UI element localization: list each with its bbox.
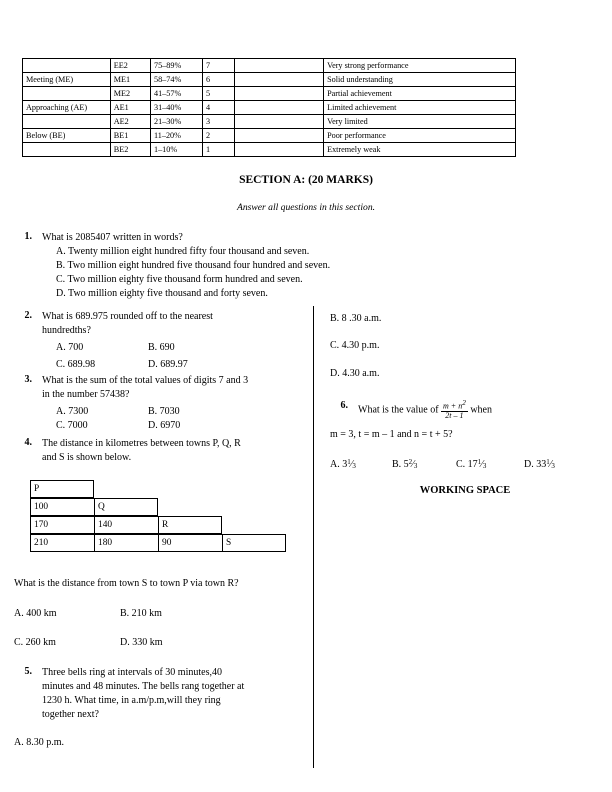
q1-text: What is 2085407 written in words? (42, 232, 183, 243)
q3-option-b[interactable]: B. 7030 (148, 406, 180, 417)
q2-option-a[interactable]: A. 700 (56, 342, 84, 353)
rubric-descriptor: Limited achievement (324, 101, 516, 115)
rubric-range: 11–20% (150, 129, 202, 143)
table-row (23, 73, 516, 87)
table-row (23, 101, 516, 115)
rubric-level: Below (BE) (23, 129, 111, 143)
q2-option-b[interactable]: B. 690 (148, 342, 175, 353)
q5-text-line2: minutes and 48 minutes. The bells rang together at (42, 681, 245, 692)
rubric-score: 6 (203, 73, 235, 87)
q5-option-d[interactable]: D. 4.30 a.m. (330, 368, 380, 379)
q6-text-before: What is the value of (358, 404, 439, 416)
rubric-level (23, 115, 111, 129)
q3-text-line1: What is the sum of the total values of digits 7 and 3 (42, 375, 249, 386)
rubric-blank (234, 101, 323, 115)
q5-option-a[interactable]: A. 8.30 p.m. (14, 737, 64, 748)
rubric-code: AE2 (110, 115, 150, 129)
q6-option-b[interactable]: B. $5^2⁄_3$ (392, 458, 418, 471)
rubric-code: ME1 (110, 73, 150, 87)
q3-option-c[interactable]: C. 7000 (56, 420, 88, 431)
rubric-score: 1 (203, 143, 235, 157)
q6-fraction-denominator: 2t – 1 (445, 411, 464, 421)
rubric-descriptor: Solid understanding (324, 73, 516, 87)
diagram-cell-170: 170 (34, 520, 49, 530)
rubric-score: 3 (203, 115, 235, 129)
rubric-level: Approaching (AE) (23, 101, 111, 115)
table-row (23, 87, 516, 101)
q4-option-a[interactable]: A. 400 km (14, 608, 57, 619)
rubric-descriptor: Very strong performance (324, 59, 516, 73)
q5-text-line4: together next? (42, 709, 99, 720)
diagram-cell-210: 210 (34, 538, 49, 548)
rubric-blank (234, 143, 323, 157)
rubric-score: 4 (203, 101, 235, 115)
q5-option-c[interactable]: C. 4.30 p.m. (330, 340, 380, 351)
rubric-blank (234, 129, 323, 143)
working-space-heading: WORKING SPACE (419, 485, 511, 496)
q3-text-line2: in the number 57438? (42, 389, 130, 400)
q6-fraction (441, 400, 468, 420)
rubric-blank (234, 87, 323, 101)
rubric-code: BE2 (110, 143, 150, 157)
q2-number: 2. (24, 310, 32, 321)
q1-option-b[interactable]: B. Two million eight hundred five thousand four hundred and seven. (56, 260, 331, 271)
q6-option-c[interactable]: C. $17^1⁄_3$ (456, 458, 487, 471)
q6-condition: m = 3, t = m – 1 and n = t + 5? (330, 429, 453, 440)
rubric-range: 31–40% (150, 101, 202, 115)
section-instruction: Answer all questions in this section. (236, 202, 376, 213)
q3-option-d[interactable]: D. 6970 (148, 420, 181, 431)
q2-text-line1: What is 689.975 rounded off to the nearest (42, 311, 213, 322)
diagram-cell-140: 140 (98, 520, 113, 530)
rubric-blank (234, 59, 323, 73)
rubric-blank (234, 115, 323, 129)
rubric-level (23, 59, 111, 73)
q6-text-after: when (470, 404, 492, 416)
diagram-cell-100: 100 (34, 502, 49, 512)
rubric-descriptor: Very limited (324, 115, 516, 129)
rubric-code: EE2 (110, 59, 150, 73)
diagram-cell-90: 90 (162, 538, 172, 548)
q6-option-d[interactable]: D. $33^1⁄_3$ (524, 458, 555, 471)
diagram-label-s: S (226, 538, 232, 548)
q1-option-c[interactable]: C. Two million eighty five thousand form hundred and seven. (56, 274, 303, 285)
diagram-cell-180: 180 (98, 538, 113, 548)
q6-number: 6. (340, 400, 348, 411)
diagram-label-q: Q (98, 502, 105, 512)
q4-text-line2: and S is shown below. (42, 452, 132, 463)
diagram-label-p: P (34, 484, 40, 494)
diagram-label-r: R (162, 520, 169, 530)
q2-option-d[interactable]: D. 689.97 (148, 359, 188, 370)
rubric-level (23, 87, 111, 101)
rubric-range: 58–74% (150, 73, 202, 87)
q4-text-line1: The distance in kilometres between towns P, Q, R (42, 438, 241, 449)
q3-number: 3. (24, 374, 32, 385)
q5-text-line1: Three bells ring at intervals of 30 minutes,40 (42, 667, 222, 678)
q6-fraction-numerator: m + n2 (443, 399, 466, 411)
rubric-descriptor: Extremely weak (324, 143, 516, 157)
rubric-score: 5 (203, 87, 235, 101)
rubric-code: BE1 (110, 129, 150, 143)
q5-number: 5. (24, 666, 32, 677)
q1-number: 1. (24, 231, 32, 242)
rubric-descriptor: Poor performance (324, 129, 516, 143)
rubric-level (23, 143, 111, 157)
q1-option-a[interactable]: A. Twenty million eight hundred fifty four thousand and seven. (56, 246, 310, 257)
table-row (23, 129, 516, 143)
q4-option-c[interactable]: C. 260 km (14, 637, 56, 648)
q2-option-c[interactable]: C. 689.98 (56, 359, 96, 370)
q5-text-line3: 1230 h. What time, in a.m/p.m,will they ring (42, 695, 221, 706)
q5-option-b[interactable]: B. 8 .30 a.m. (330, 313, 382, 324)
q4-prompt: What is the distance from town S to town P via town R? (14, 578, 239, 589)
q4-option-b[interactable]: B. 210 km (120, 608, 162, 619)
q4-number: 4. (24, 437, 32, 448)
table-row (23, 115, 516, 129)
section-title: SECTION A: (20 MARKS) (239, 174, 373, 186)
table-row (23, 59, 516, 73)
rubric-score: 2 (203, 129, 235, 143)
q4-option-d[interactable]: D. 330 km (120, 637, 163, 648)
rubric-range: 21–30% (150, 115, 202, 129)
rubric-level: Meeting (ME) (23, 73, 111, 87)
q2-text-line2: hundredths? (42, 325, 91, 336)
q6-option-a[interactable]: A. $3^1⁄_3$ (330, 458, 356, 471)
rubric-range: 1–10% (150, 143, 202, 157)
column-divider (313, 306, 314, 768)
q6-text (358, 400, 593, 420)
rubric-code: ME2 (110, 87, 150, 101)
table-row (23, 143, 516, 157)
q1-option-d[interactable]: D. Two million eighty five thousand and forty seven. (56, 288, 268, 299)
rubric-descriptor: Partial achievement (324, 87, 516, 101)
rubric-range: 41–57% (150, 87, 202, 101)
rubric-code: AE1 (110, 101, 150, 115)
grading-rubric-table (22, 58, 516, 157)
q3-option-a[interactable]: A. 7300 (56, 406, 89, 417)
rubric-blank (234, 73, 323, 87)
rubric-range: 75–89% (150, 59, 202, 73)
rubric-score: 7 (203, 59, 235, 73)
